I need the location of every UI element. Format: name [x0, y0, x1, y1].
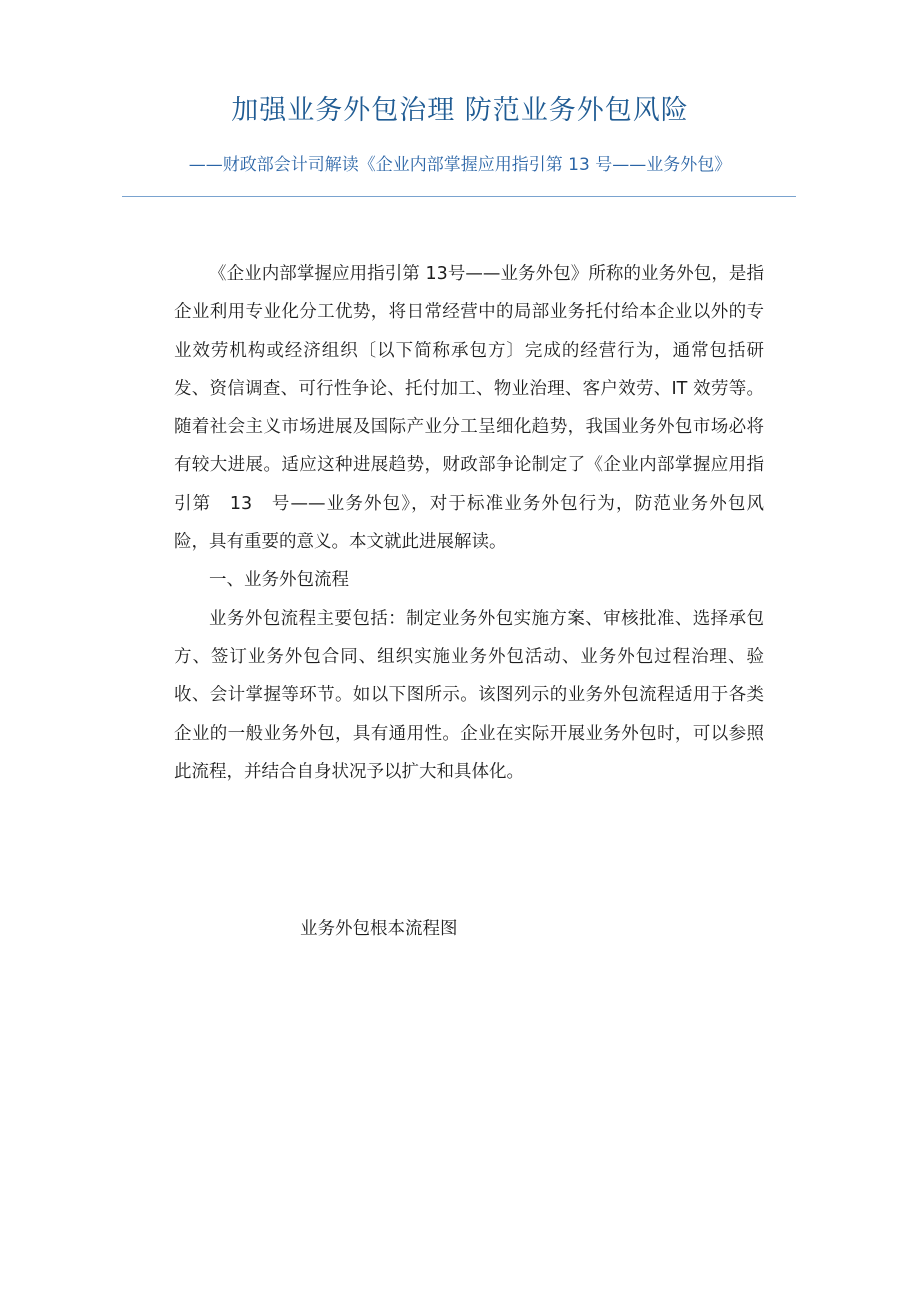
intro-paragraph: 《企业内部掌握应用指引第 13号——业务外包》所称的业务外包，是指企业利用专业化分工优势，将日常经营中的局部业务托付给本企业以外的专业效劳机构或经济组织〔以下简称承包方〕完成的经营行为，通常包括研发、资信调查、可行性争论、托付加工、物业治理、客户效劳、IT 效劳等。随着社会主义市场进展及国际产业分工呈细化趋势，我国业务外包市场必将有较大进展。适应这种进展趋势，财政部争论制定了《企业内部掌握应用指引第 13 号——业务外包》，对于标准业务外包行为，防范业务外包风险，具有重要的意义。本文就此进展解读。 [174, 264, 764, 553]
document-title: 加强业务外包治理 防范业务外包风险 [231, 95, 689, 126]
title-divider [122, 196, 796, 197]
figure-caption: 业务外包根本流程图 [300, 919, 458, 939]
document-subtitle: ——财政部会计司解读《企业内部掌握应用指引第 13 号——业务外包》 [188, 155, 732, 175]
process-paragraph: 业务外包流程主要包括：制定业务外包实施方案、审核批准、选择承包方、签订业务外包合同、组织实施业务外包活动、业务外包过程治理、验收、会计掌握等环节。如以下图所示。该图列示的业务外包流程适用于各类企业的一般业务外包，具有通用性。企业在实际开展业务外包时，可以参照此流程，并结合自身状况予以扩大和具体化。 [174, 608, 764, 782]
document-body [174, 255, 764, 791]
section-heading-1: 一、业务外包流程 [209, 570, 349, 591]
